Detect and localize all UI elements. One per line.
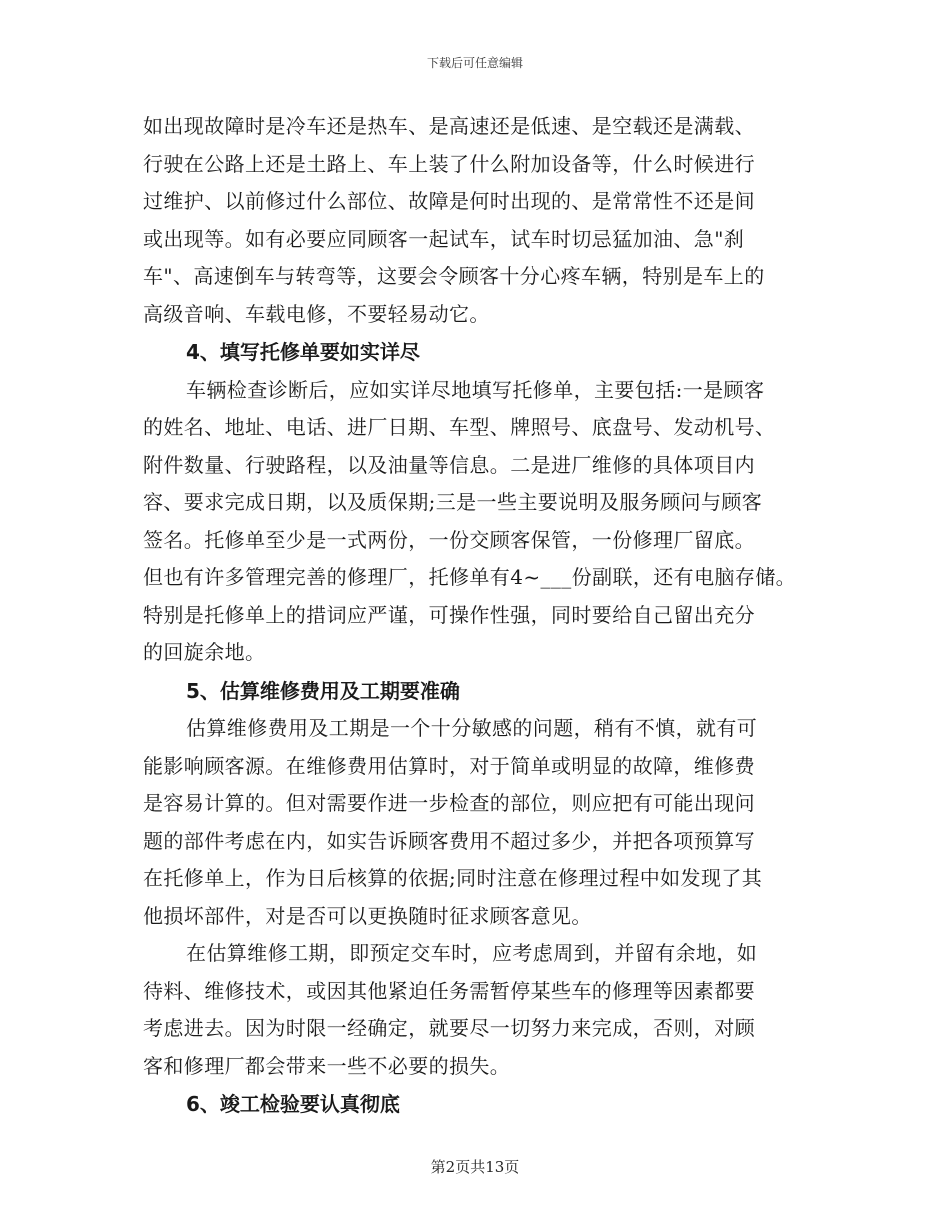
text-line: 如出现故障时是冷车还是热车、是高速还是低速、是空载还是满载、 <box>143 114 755 138</box>
text-line: 或出现等。如有必要应同顾客一起试车，试车时切忌猛加油、急"刹 <box>143 226 745 251</box>
page-footer: 第2页共13页 <box>430 1158 520 1176</box>
text-line: 在估算维修工期，即预定交车时，应考虑周到，并留有余地，如 <box>186 941 758 965</box>
text-line: 车"、高速倒车与转弯等，这要会令顾客十分心疼车辆，特别是车上的 <box>143 264 765 288</box>
text-line: 估算维修费用及工期是一个十分敏感的问题，稍有不慎，就有可 <box>186 716 758 740</box>
text-line: 的姓名、地址、电话、进厂日期、车型、牌照号、底盘号、发动机号、 <box>143 415 776 439</box>
text-line: 签名。托修单至少是一式两份，一份交顾客保管，一份修理厂留底。 <box>143 527 755 552</box>
document-body <box>143 108 823 1124</box>
text-line: 是容易计算的。但对需要作进一步检查的部位，则应把有可能出现问 <box>143 791 755 815</box>
section-heading-4: 4、填写托修单要如实详尽 <box>186 340 420 364</box>
text-line: 高级音响、车载电修，不要轻易动它。 <box>143 301 490 326</box>
text-line: 能影响顾客源。在维修费用估算时，对于简单或明显的故障，维修费 <box>143 753 755 778</box>
section-heading-5: 5、估算维修费用及工期要准确 <box>186 678 460 703</box>
text-line: 他损坏部件，对是否可以更换随时征求顾客意见。 <box>143 903 592 928</box>
text-line: 的回旋余地。 <box>143 640 266 664</box>
text-line: 在托修单上，作为日后核算的依据;同时注意在修理过程中如发现了其 <box>143 866 763 890</box>
text-line: 考虑进去。因为时限一经确定，就要尽一切努力来完成，否则，对顾 <box>143 1016 755 1040</box>
text-line: 容、要求完成日期，以及质保期;三是一些主要说明及服务顾问与顾客 <box>143 490 763 514</box>
text-line: 车辆检查诊断后，应如实详尽地填写托修单，主要包括:一是顾客 <box>186 377 765 402</box>
page-header: 下载后可任意编辑 <box>426 56 523 70</box>
section-heading-6: 6、竣工检验要认真彻底 <box>186 1092 400 1116</box>
text-line: 行驶在公路上还是土路上、车上装了什么附加设备等，什么时候进行 <box>143 151 755 176</box>
text-line: 待料、维修技术，或因其他紧迫任务需暂停某些车的修理等因素都要 <box>143 978 755 1003</box>
paragraph-fault-inquiry <box>143 108 823 333</box>
text-line: 附件数量、行驶路程，以及油量等信息。二是进厂维修的具体项目内 <box>143 452 755 477</box>
text-line: 过维护、以前修过什么部位、故障是何时出现的、是常常性不还是间 <box>143 189 755 213</box>
text-line: 题的部件考虑在内，如实告诉顾客费用不超过多少，并把各项预算写 <box>143 828 755 853</box>
text-line: 特别是托修单上的措词应严谨，可操作性强，同时要给自己留出充分 <box>143 602 755 627</box>
text-line: 但也有许多管理完善的修理厂，托修单有4~___份副联，还有电脑存储。 <box>143 565 797 589</box>
text-line: 客和修理厂都会带来一些不必要的损失。 <box>143 1053 511 1078</box>
paragraph-section-5b <box>143 935 823 1085</box>
paragraph-section-4 <box>143 372 823 672</box>
paragraph-section-5a <box>143 710 823 935</box>
